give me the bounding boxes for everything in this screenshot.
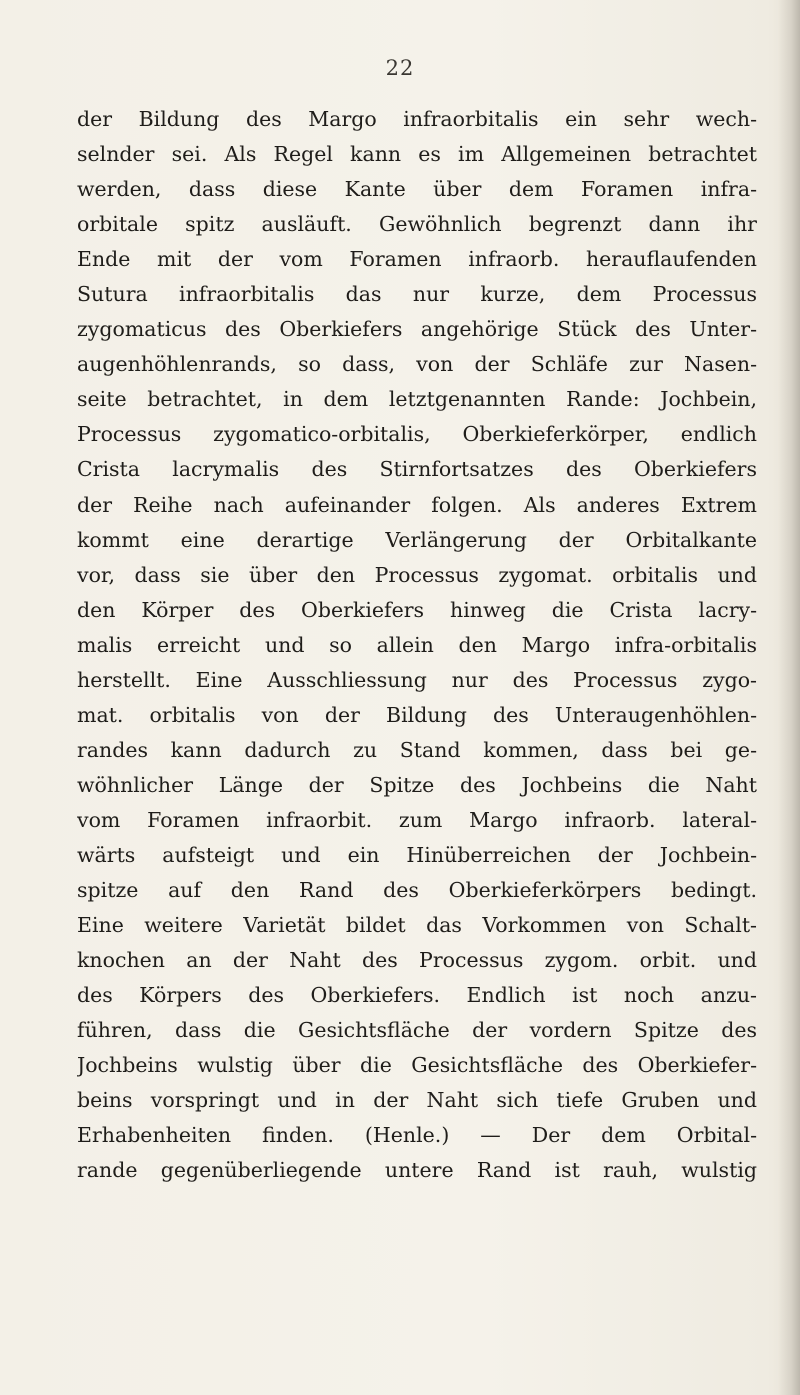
text-line: seite betrachtet, in dem letztgenannten Rande: Jochbein, [77, 387, 757, 412]
text-line: beins vorspringt und in der Naht sich tiefe Gruben und [77, 1088, 757, 1113]
text-line: randes kann dadurch zu Stand kommen, dass bei ge- [77, 737, 757, 762]
text-line: Jochbeins wulstig über die Gesichtsfläche des Oberkiefer- [77, 1053, 757, 1078]
text-line: mat. orbitalis von der Bildung des Unteraugenhöhlen- [77, 702, 757, 727]
text-line: führen, dass die Gesichtsfläche der vordern Spitze des [77, 1018, 757, 1043]
text-line: augenhöhlenrands, so dass, von der Schläfe zur Nasen- [77, 352, 757, 377]
text-line: der Bildung des Margo infraorbitalis ein sehr wech- [77, 107, 757, 131]
body-text [77, 102, 757, 1188]
text-line: vor, dass sie über den Processus zygomat. orbitalis und [77, 562, 757, 587]
page-edge-shadow [778, 0, 800, 1395]
text-line: selnder sei. Als Regel kann es im Allgemeinen betrachtet [77, 142, 757, 167]
text-line: orbitale spitz ausläuft. Gewöhnlich begrenzt dann ihr [77, 212, 757, 237]
text-line: knochen an der Naht des Processus zygom. orbit. und [77, 948, 757, 973]
text-line: zygomaticus des Oberkiefers angehörige Stück des Unter- [77, 317, 757, 342]
text-line: kommt eine derartige Verlängerung der Orbitalkante [77, 527, 757, 552]
text-line: Sutura infraorbitalis das nur kurze, dem Processus [77, 282, 757, 307]
text-line: Crista lacrymalis des Stirnfortsatzes des Oberkiefers [77, 457, 757, 482]
text-line: den Körper des Oberkiefers hinweg die Crista lacry- [77, 597, 757, 622]
text-line: Ende mit der vom Foramen infraorb. herauflaufenden [77, 247, 757, 272]
text-line: wöhnlicher Länge der Spitze des Jochbeins die Naht [77, 772, 757, 797]
text-line: Erhabenheiten finden. (Henle.) — Der dem Orbital- [77, 1123, 757, 1148]
text-line: der Reihe nach aufeinander folgen. Als anderes Extrem [77, 492, 757, 517]
text-line: rande gegenüberliegende untere Rand ist rauh, wulstig [77, 1158, 757, 1183]
text-line: Eine weitere Varietät bildet das Vorkommen von Schalt- [77, 913, 757, 938]
text-line: spitze auf den Rand des Oberkieferkörpers bedingt. [77, 878, 757, 903]
text-line: Processus zygomatico-orbitalis, Oberkieferkörper, endlich [77, 422, 757, 447]
text-line: malis erreicht und so allein den Margo infra-orbitalis [77, 632, 757, 657]
text-line: vom Foramen infraorbit. zum Margo infraorb. lateral- [77, 807, 757, 832]
text-line: des Körpers des Oberkiefers. Endlich ist noch anzu- [77, 983, 757, 1008]
page-number: 22 [385, 56, 415, 80]
text-line: herstellt. Eine Ausschliessung nur des Processus zygo- [77, 667, 757, 692]
text-line: werden, dass diese Kante über dem Foramen infra- [77, 177, 757, 202]
text-line: wärts aufsteigt und ein Hinüberreichen der Jochbein- [77, 842, 757, 867]
